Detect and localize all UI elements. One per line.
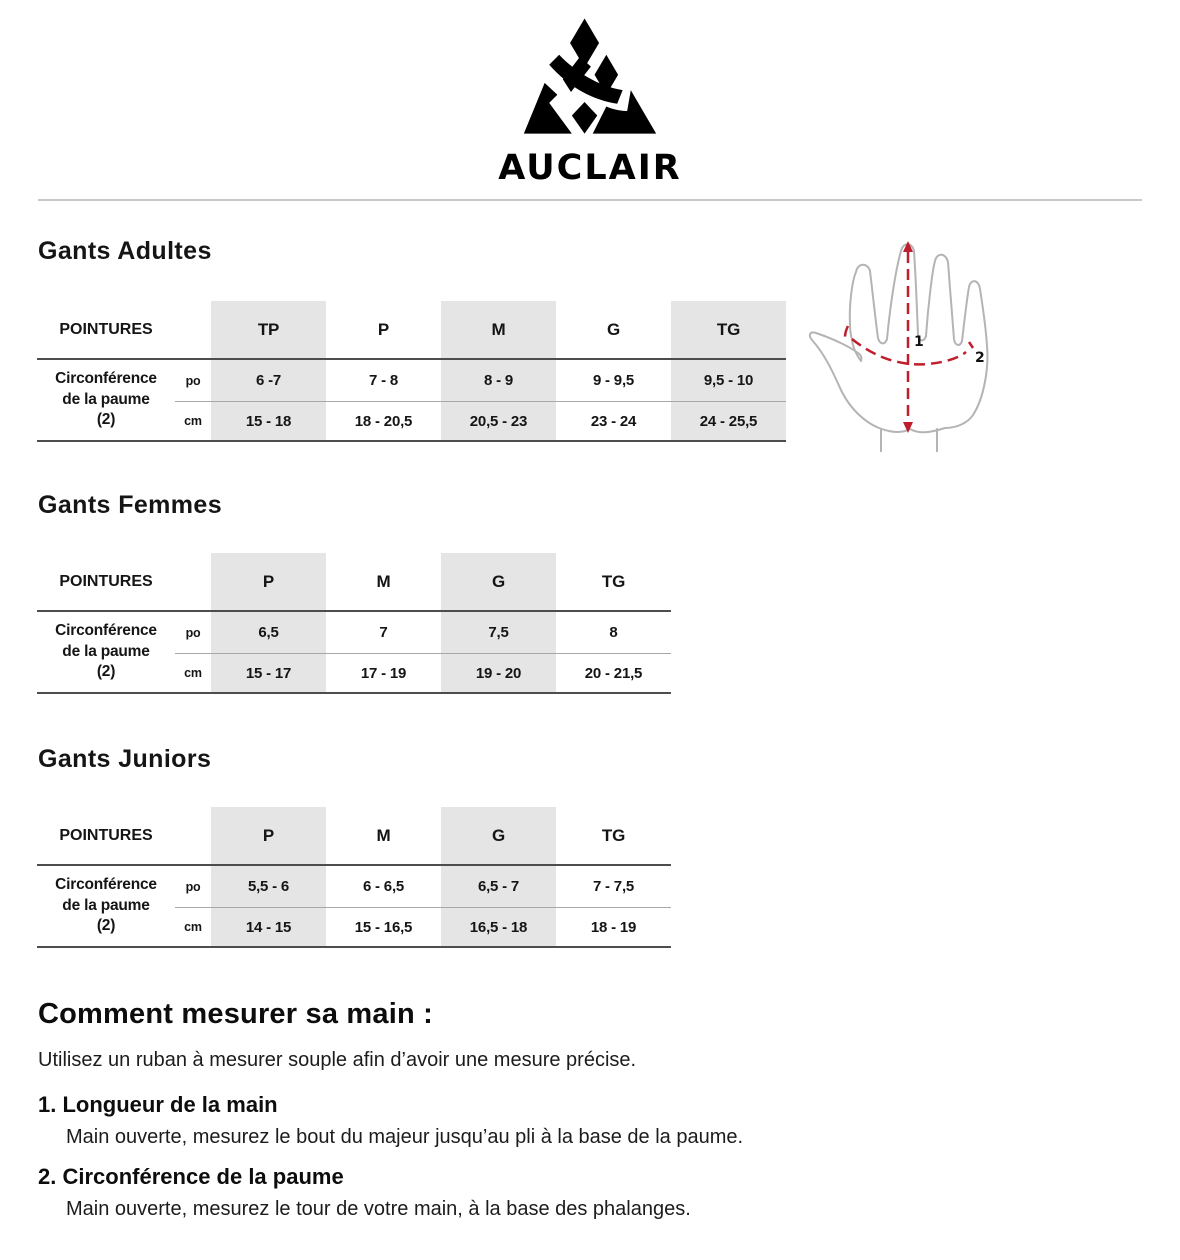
- size-value: 9,5 - 10: [671, 360, 786, 402]
- size-value: 8 - 9: [441, 360, 556, 402]
- brand-header: [0, 0, 1180, 200]
- unit-label: po: [175, 866, 211, 908]
- row-label-line: Circonférence: [55, 876, 157, 894]
- row-label-line: (2): [96, 411, 116, 429]
- row-label-line: Circonférence: [55, 622, 157, 640]
- hand-outline: [810, 244, 988, 452]
- measure-label-1: 1: [914, 334, 924, 350]
- row-label: [37, 612, 175, 694]
- size-value: 20 - 21,5: [556, 654, 671, 694]
- step-2-title: [38, 1164, 918, 1190]
- unit-label: cm: [175, 402, 211, 442]
- step-2-number: 2.: [38, 1164, 57, 1189]
- row-label-line: de la paume: [62, 642, 150, 660]
- size-column-header: G: [441, 807, 556, 866]
- unit-label: cm: [175, 908, 211, 948]
- row-label-line: (2): [96, 663, 116, 681]
- row-label-line: Circonférence: [55, 370, 157, 388]
- row-label: [37, 866, 175, 948]
- row-label: [37, 360, 175, 442]
- step-2-label: Circonférence de la paume: [62, 1164, 344, 1189]
- step-1-description: Main ouverte, mesurez le bout du majeur jusqu’au pli à la base de la paume.: [66, 1126, 744, 1148]
- how-to-title: Comment mesurer sa main :: [38, 998, 434, 1030]
- unit-header-spacer: [175, 301, 211, 360]
- row-label-line: de la paume: [62, 390, 150, 408]
- size-value: 7,5: [441, 612, 556, 654]
- size-value: 15 - 16,5: [326, 908, 441, 948]
- unit-header-spacer: [175, 553, 211, 612]
- row-label-line: (2): [96, 917, 116, 935]
- size-column-header: TG: [671, 301, 786, 360]
- size-value: 7 - 8: [326, 360, 441, 402]
- step-1-label: Longueur de la main: [62, 1092, 278, 1117]
- pointures-header: POINTURES: [37, 301, 175, 360]
- how-to-section: [38, 998, 918, 1236]
- size-value: 17 - 19: [326, 654, 441, 694]
- size-table-femmes: [37, 553, 671, 694]
- row-label-line: de la paume: [62, 896, 150, 914]
- auclair-mountain-logo-icon: [490, 14, 690, 150]
- size-column-header: M: [326, 807, 441, 866]
- size-column-header: M: [441, 301, 556, 360]
- size-value: 7: [326, 612, 441, 654]
- step-2-description: Main ouverte, mesurez le tour de votre main, à la base des phalanges.: [66, 1198, 691, 1220]
- size-column-header: P: [326, 301, 441, 360]
- size-value: 14 - 15: [211, 908, 326, 948]
- size-value: 7 - 7,5: [556, 866, 671, 908]
- size-table-adultes: [37, 301, 786, 442]
- size-value: 19 - 20: [441, 654, 556, 694]
- unit-label: po: [175, 360, 211, 402]
- size-value: 6,5 - 7: [441, 866, 556, 908]
- size-column-header: P: [211, 807, 326, 866]
- pointures-header: POINTURES: [37, 553, 175, 612]
- size-column-header: TP: [211, 301, 326, 360]
- size-column-header: P: [211, 553, 326, 612]
- size-value: 5,5 - 6: [211, 866, 326, 908]
- size-value: 6,5: [211, 612, 326, 654]
- unit-label: po: [175, 612, 211, 654]
- brand-wordmark: AUCLAIR: [498, 148, 682, 188]
- size-value: 18 - 20,5: [326, 402, 441, 442]
- how-to-intro: Utilisez un ruban à mesurer souple afin d’avoir une mesure précise.: [38, 1049, 637, 1071]
- section-title-juniors: Gants Juniors: [38, 745, 212, 773]
- size-value: 6 -7: [211, 360, 326, 402]
- unit-label: cm: [175, 654, 211, 694]
- size-value: 9 - 9,5: [556, 360, 671, 402]
- size-value: 15 - 18: [211, 402, 326, 442]
- step-1-number: 1.: [38, 1092, 57, 1117]
- size-value: 18 - 19: [556, 908, 671, 948]
- step-1-title: [38, 1092, 918, 1118]
- size-column-header: G: [556, 301, 671, 360]
- size-table-juniors: [37, 807, 671, 948]
- size-value: 23 - 24: [556, 402, 671, 442]
- size-column-header: G: [441, 553, 556, 612]
- size-column-header: M: [326, 553, 441, 612]
- header-divider: [38, 199, 1142, 201]
- size-value: 6 - 6,5: [326, 866, 441, 908]
- size-value: 8: [556, 612, 671, 654]
- size-value: 16,5 - 18: [441, 908, 556, 948]
- pointures-header: POINTURES: [37, 807, 175, 866]
- measure-label-2: 2: [975, 350, 985, 366]
- hand-measurement-diagram: [806, 236, 1006, 452]
- size-value: 20,5 - 23: [441, 402, 556, 442]
- size-value: 24 - 25,5: [671, 402, 786, 442]
- size-column-header: TG: [556, 553, 671, 612]
- size-column-header: TG: [556, 807, 671, 866]
- section-title-femmes: Gants Femmes: [38, 491, 223, 519]
- section-title-adultes: Gants Adultes: [38, 237, 212, 265]
- unit-header-spacer: [175, 807, 211, 866]
- size-value: 15 - 17: [211, 654, 326, 694]
